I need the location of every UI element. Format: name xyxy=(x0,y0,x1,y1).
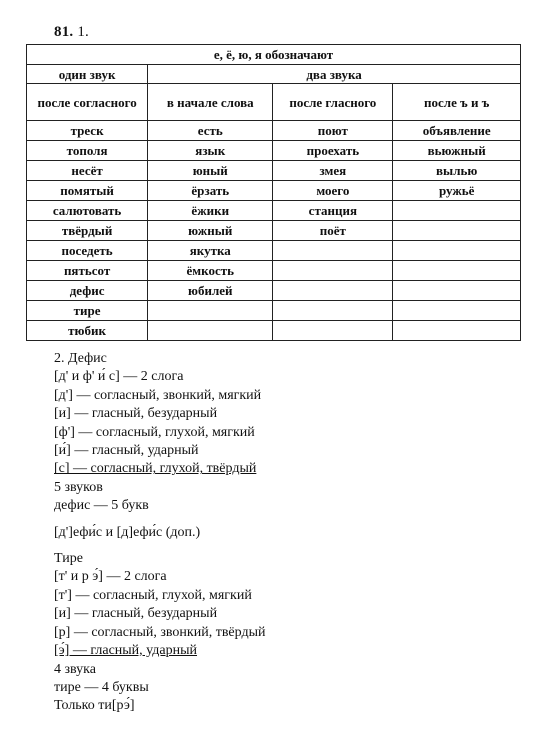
table-cell: треск xyxy=(27,121,148,141)
analysis-line: [ф'] — согласный, глухой, мягкий xyxy=(54,424,255,440)
table-cell: язык xyxy=(148,141,273,161)
letter-count: тире — 4 буквы xyxy=(54,679,149,695)
table-cell: моего xyxy=(273,181,393,201)
table-row xyxy=(27,281,521,301)
table-cell: поёт xyxy=(273,221,393,241)
table-cell: поют xyxy=(273,121,393,141)
table-cell: вылью xyxy=(393,161,521,181)
analysis-line: [и] — гласный, безударный xyxy=(54,606,218,622)
table-cell: змея xyxy=(273,161,393,181)
table-cell: тополя xyxy=(27,141,148,161)
table-row xyxy=(27,121,521,141)
table-cell: юный xyxy=(148,161,273,181)
table-row xyxy=(27,261,521,281)
pronunciation-note: Только ти[рэ́] xyxy=(54,698,135,714)
pronunciation-variants: [д']ефи́с и [д]ефи́с (доп.) xyxy=(54,524,201,540)
analysis-line: [д'] — согласный, звонкий, мягкий xyxy=(54,387,262,403)
table-cell: салютовать xyxy=(27,201,148,221)
word-title-tire: Тире xyxy=(54,551,83,567)
table-cell: объявление xyxy=(393,121,521,141)
analysis-line: [т'] — согласный, глухой, мягкий xyxy=(54,587,252,603)
table-cell xyxy=(273,321,393,341)
table-cell: тюбик xyxy=(27,321,148,341)
phonetic-analysis xyxy=(54,350,265,716)
table-cell xyxy=(148,321,273,341)
table-cell xyxy=(273,301,393,321)
table-cell: есть xyxy=(148,121,273,141)
table-cell: твёрдый xyxy=(27,221,148,241)
table-cell xyxy=(273,281,393,301)
table-row xyxy=(27,201,521,221)
analysis-line: [и] — гласный, безударный xyxy=(54,406,218,422)
table-title: е, ё, ю, я обозначают xyxy=(27,45,521,65)
table-row xyxy=(27,321,521,341)
table-cell xyxy=(273,241,393,261)
table-cell xyxy=(393,321,521,341)
analysis-line: [т' и р э́] — 2 слога xyxy=(54,569,167,585)
table-cell: помятый xyxy=(27,181,148,201)
spacer xyxy=(54,542,265,550)
table-cell: проехать xyxy=(273,141,393,161)
table-cell: ёрзать xyxy=(148,181,273,201)
table-cell xyxy=(393,241,521,261)
analysis-line-underlined: [с] — согласный, глухой, твёрдый xyxy=(54,461,257,477)
table-cell xyxy=(148,301,273,321)
table-row xyxy=(27,241,521,261)
exercise-number xyxy=(54,24,89,41)
table-cell xyxy=(393,281,521,301)
table-cell: станция xyxy=(273,201,393,221)
table-cell: вьюжный xyxy=(393,141,521,161)
table-row xyxy=(27,301,521,321)
spacer xyxy=(54,516,265,524)
table-cell xyxy=(273,261,393,281)
col-header-after-vowel: после гласного xyxy=(273,84,393,121)
analysis-line: [р] — согласный, звонкий, твёрдый xyxy=(54,624,266,640)
vowel-table xyxy=(26,44,521,341)
table-cell: ружьё xyxy=(393,181,521,201)
table-cell: ёмкость xyxy=(148,261,273,281)
sound-count: 5 звуков xyxy=(54,479,103,495)
table-cell: якутка xyxy=(148,241,273,261)
col-header-word-start: в начале слова xyxy=(148,84,273,121)
letter-count: дефис — 5 букв xyxy=(54,498,149,514)
table-row xyxy=(27,181,521,201)
exercise-number-bold: 81. xyxy=(54,24,74,40)
table-row xyxy=(27,141,521,161)
analysis-line-underlined: [э́] — гласный, ударный xyxy=(54,643,198,659)
table-row xyxy=(27,221,521,241)
part2-title: 2. Дефис xyxy=(54,351,107,366)
sound-count: 4 звука xyxy=(54,661,96,677)
table-row xyxy=(27,161,521,181)
table-cell: дефис xyxy=(27,281,148,301)
table-cell: поседеть xyxy=(27,241,148,261)
table-cell: южный xyxy=(148,221,273,241)
table-cell: тире xyxy=(27,301,148,321)
table-cell xyxy=(393,201,521,221)
table-cell xyxy=(393,261,521,281)
group-one-sound: один звук xyxy=(27,65,148,84)
col-header-after-consonant: после согласного xyxy=(27,84,148,121)
table-cell: пятьсот xyxy=(27,261,148,281)
col-header-after-signs: после ъ и ъ xyxy=(393,84,521,121)
analysis-line: [и́] — гласный, ударный xyxy=(54,443,199,459)
exercise-part: 1. xyxy=(77,24,89,40)
table-cell: юбилей xyxy=(148,281,273,301)
analysis-line: [д' и ф' и́ с] — 2 слога xyxy=(54,369,184,385)
group-two-sounds: два звука xyxy=(148,65,521,84)
table-cell xyxy=(393,221,521,241)
table-cell: ёжики xyxy=(148,201,273,221)
table-cell: несёт xyxy=(27,161,148,181)
table-cell xyxy=(393,301,521,321)
